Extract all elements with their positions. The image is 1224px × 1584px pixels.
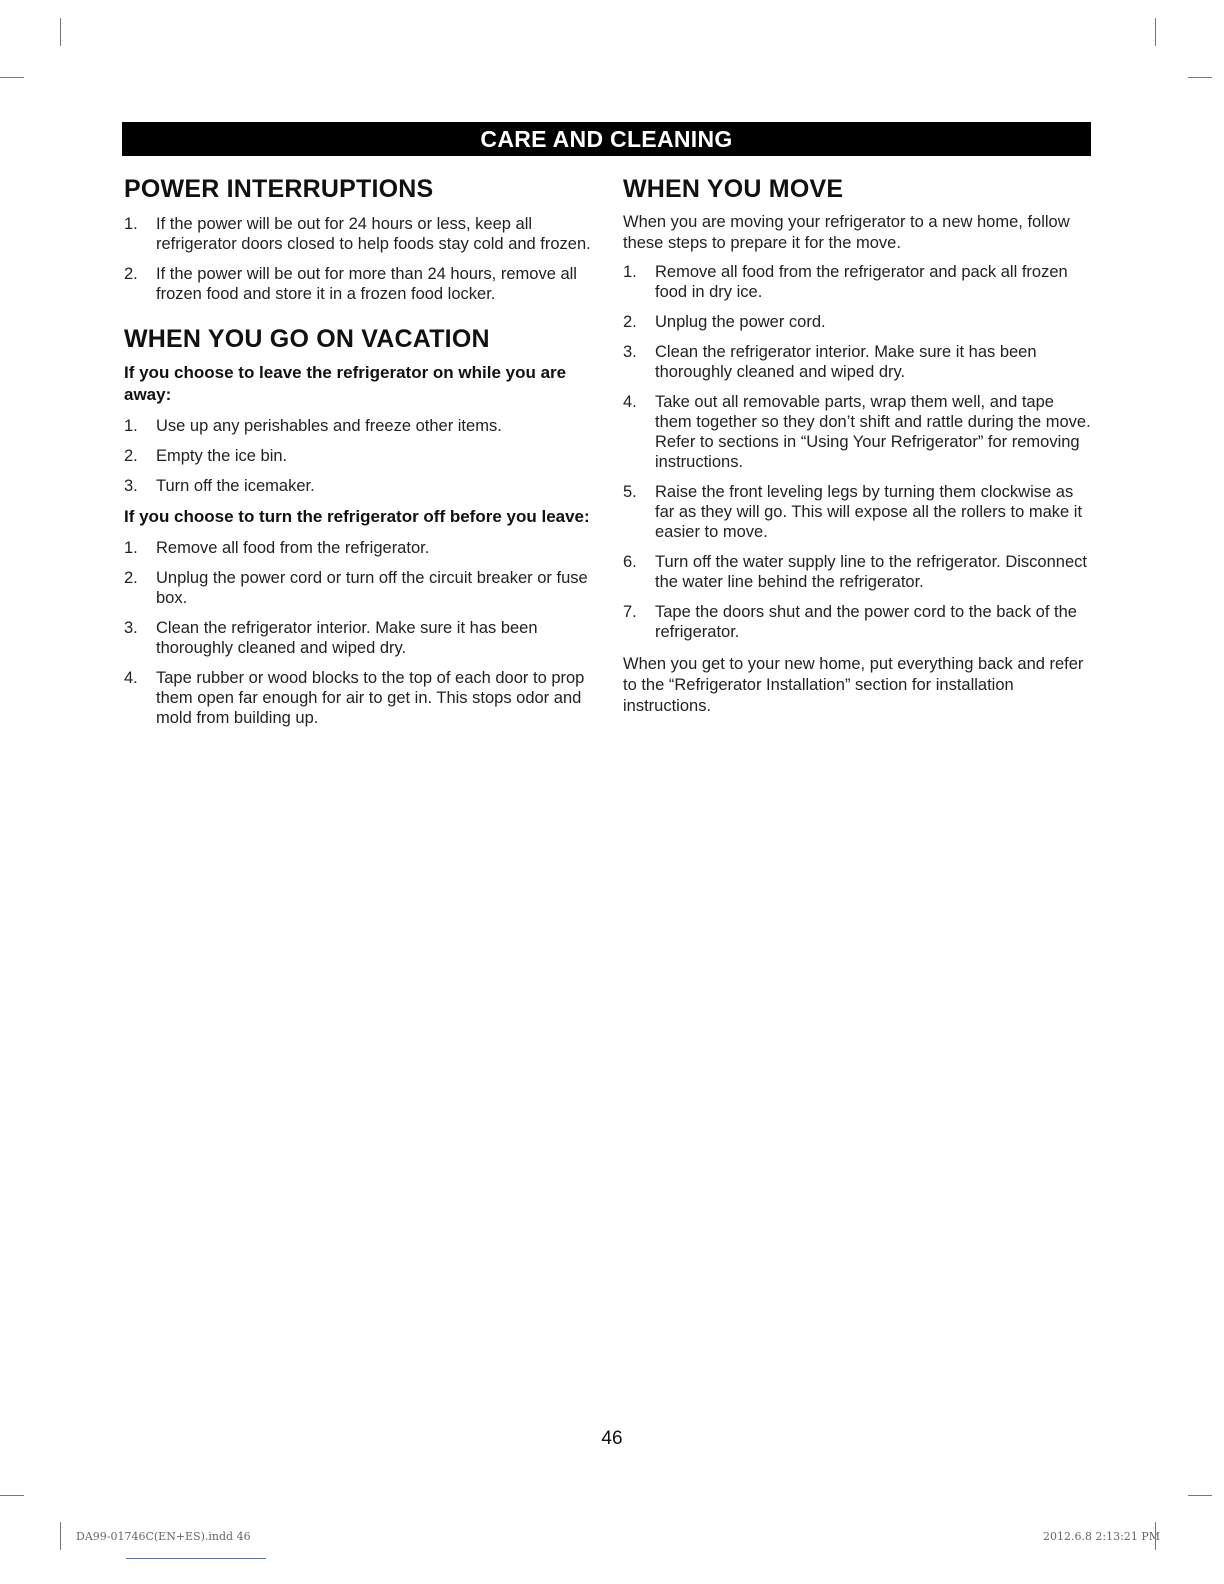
left-column [124, 172, 592, 738]
item-number: 3. [124, 477, 138, 495]
power-interruptions-list [124, 214, 592, 304]
item-number: 4. [124, 669, 138, 687]
list-item [623, 392, 1091, 472]
list-item [124, 618, 592, 658]
list-item [124, 668, 592, 728]
item-text: Use up any perishables and freeze other items. [156, 417, 502, 435]
list-item [124, 476, 592, 496]
item-number: 7. [623, 603, 637, 621]
item-number: 2. [623, 313, 637, 331]
item-number: 3. [124, 619, 138, 637]
item-text: Unplug the power cord. [655, 313, 826, 331]
vacation-on-list [124, 416, 592, 496]
item-text: Unplug the power cord or turn off the circuit breaker or fuse box. [156, 569, 588, 607]
section-header-bar: CARE AND CLEANING [122, 122, 1091, 156]
item-text: Turn off the water supply line to the refrigerator. Disconnect the water line behind the refrigerator. [655, 553, 1087, 591]
crop-mark [1188, 1495, 1212, 1496]
list-item [124, 416, 592, 436]
list-item [623, 602, 1091, 642]
right-column [623, 172, 1091, 717]
item-text: If the power will be out for 24 hours or less, keep all refrigerator doors closed to help foods stay cold and frozen. [156, 215, 591, 253]
move-intro: When you are moving your refrigerator to a new home, follow these steps to prepare it for the move. [623, 213, 1070, 252]
list-item [623, 262, 1091, 302]
crop-mark [60, 18, 61, 46]
item-number: 6. [623, 553, 637, 571]
item-number: 1. [124, 215, 138, 233]
item-number: 1. [623, 263, 637, 281]
list-item [623, 312, 1091, 332]
item-number: 2. [124, 447, 138, 465]
item-text: Remove all food from the refrigerator and pack all frozen food in dry ice. [655, 263, 1068, 301]
item-text: Raise the front leveling legs by turning them clockwise as far as they will go. This will expose all the rollers to make it easier to move. [655, 483, 1083, 541]
list-item [124, 538, 592, 558]
vacation-off-subheading: If you choose to turn the refrigerator off before you leave: [124, 507, 590, 526]
list-item [623, 482, 1091, 542]
crop-mark [60, 1522, 61, 1550]
list-item [623, 552, 1091, 592]
move-steps-list [623, 262, 1091, 642]
vacation-heading: WHEN YOU GO ON VACATION [124, 325, 490, 353]
move-outro: When you get to your new home, put everything back and refer to the “Refrigerator Installation” section for installation instructions. [623, 655, 1084, 715]
item-text: Tape the doors shut and the power cord to the back of the refrigerator. [655, 603, 1077, 641]
vacation-on-subheading: If you choose to leave the refrigerator on while you are away: [124, 363, 567, 404]
item-number: 5. [623, 483, 637, 501]
item-text: Clean the refrigerator interior. Make sure it has been thoroughly cleaned and wiped dry. [156, 619, 538, 657]
list-item [124, 264, 592, 304]
item-text: Tape rubber or wood blocks to the top of each door to prop them open far enough for air to get in. This stops odor and mold from building up. [156, 669, 585, 727]
power-interruptions-heading: POWER INTERRUPTIONS [124, 175, 434, 203]
item-text: If the power will be out for more than 24 hours, remove all frozen food and store it in a frozen food locker. [156, 265, 577, 303]
item-text: Remove all food from the refrigerator. [156, 539, 430, 557]
item-number: 3. [623, 343, 637, 361]
list-item [124, 214, 592, 254]
page-number: 46 [601, 1428, 623, 1449]
print-timestamp: 2012.6.8 2:13:21 PM [1042, 1530, 1160, 1543]
crop-mark [1155, 18, 1156, 46]
item-text: Empty the ice bin. [156, 447, 288, 465]
item-number: 2. [124, 265, 138, 283]
item-number: 2. [124, 569, 138, 587]
item-number: 1. [124, 417, 138, 435]
vacation-off-list [124, 538, 592, 728]
item-text: Clean the refrigerator interior. Make sure it has been thoroughly cleaned and wiped dry. [655, 343, 1037, 381]
item-number: 4. [623, 393, 637, 411]
item-text: Take out all removable parts, wrap them well, and tape them together so they don’t shift and rattle during the move. Refer to sections in “Using Your Refrigerator” for removing instructions. [655, 393, 1091, 471]
crop-mark [0, 77, 24, 78]
list-item [124, 446, 592, 466]
slug-underline [126, 1558, 266, 1559]
list-item [124, 568, 592, 608]
crop-mark [1188, 77, 1212, 78]
crop-mark [0, 1495, 24, 1496]
file-slug: DA99-01746C(EN+ES).indd 46 [76, 1530, 251, 1543]
when-you-move-heading: WHEN YOU MOVE [623, 175, 844, 203]
item-text: Turn off the icemaker. [156, 477, 315, 495]
item-number: 1. [124, 539, 138, 557]
list-item [623, 342, 1091, 382]
